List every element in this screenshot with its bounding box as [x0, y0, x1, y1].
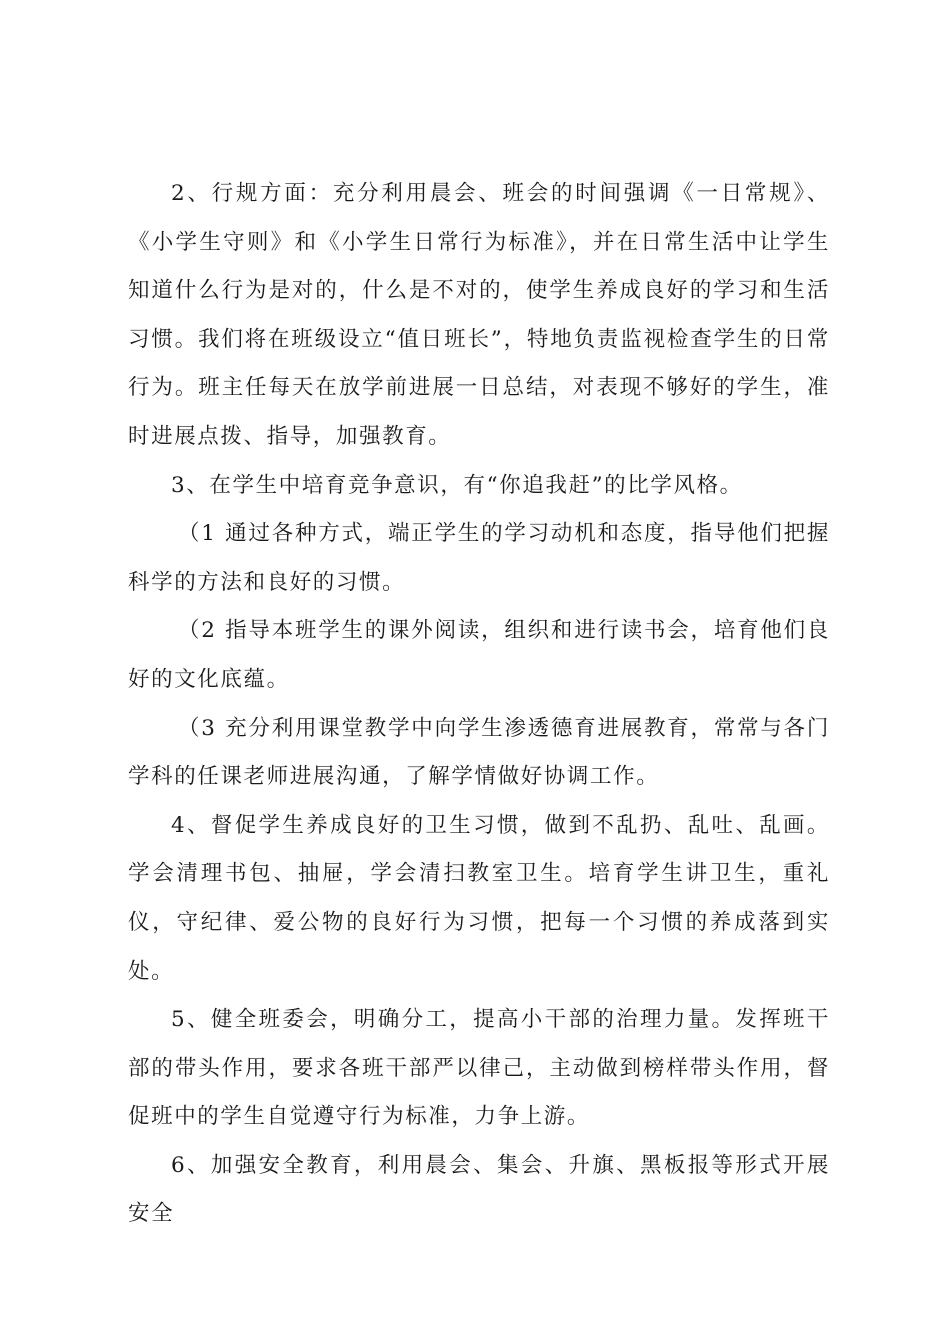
paragraph-3-2-reading: （2 指导本班学生的课外阅读，组织和进行读书会，培育他们良好的文化底蕴。 [128, 618, 830, 692]
paragraph-6-safety: 6、加强安全教育，利用晨会、集会、升旗、黑板报等形式开展安全 [128, 1152, 830, 1227]
paragraph-3-competition: 3、在学生中培育竞争意识，有“你追我赶”的比学风格。 [171, 472, 743, 498]
paragraph-5-class-committee: 5、健全班委会，明确分工，提高小干部的治理力量。发挥班干部的带头作用，要求各班干部严以律己，主动做到榜样带头作用，督促班中的学生自觉遵守行为标准，力争上游。 [128, 1007, 830, 1130]
paragraph-3-1-study-attitude: （1 通过各种方式，端正学生的学习动机和态度，指导他们把握科学的方法和良好的习惯。 [128, 521, 830, 595]
paragraph-2-conduct: 2、行规方面：充分利用晨会、班会的时间强调《一日常规》、《小学生守则》和《小学生日常行为标准》，并在日常生活中让学生知道什么行为是对的，什么是不对的，使学生养成良好的学习和生活习惯。我们将在班级设立“值日班长”，特地负责监视检查学生的日常行为。班主任每天在放学前进展一日总结，对表现不够好的学生，准时进展点拨、指导，加强教育。 [128, 181, 830, 449]
document-page [128, 170, 830, 1239]
paragraph-3-3-moral-education: （3 充分利用课堂教学中向学生渗透德育进展教育，常常与各门学科的任课老师进展沟通，了解学情做好协调工作。 [128, 715, 830, 790]
paragraph-4-hygiene: 4、督促学生养成良好的卫生习惯，做到不乱扔、乱吐、乱画。学会清理书包、抽屉，学会清扫教室卫生。培育学生讲卫生，重礼仪，守纪律、爱公物的良好行为习惯，把每一个习惯的养成落到实处。 [128, 812, 830, 984]
